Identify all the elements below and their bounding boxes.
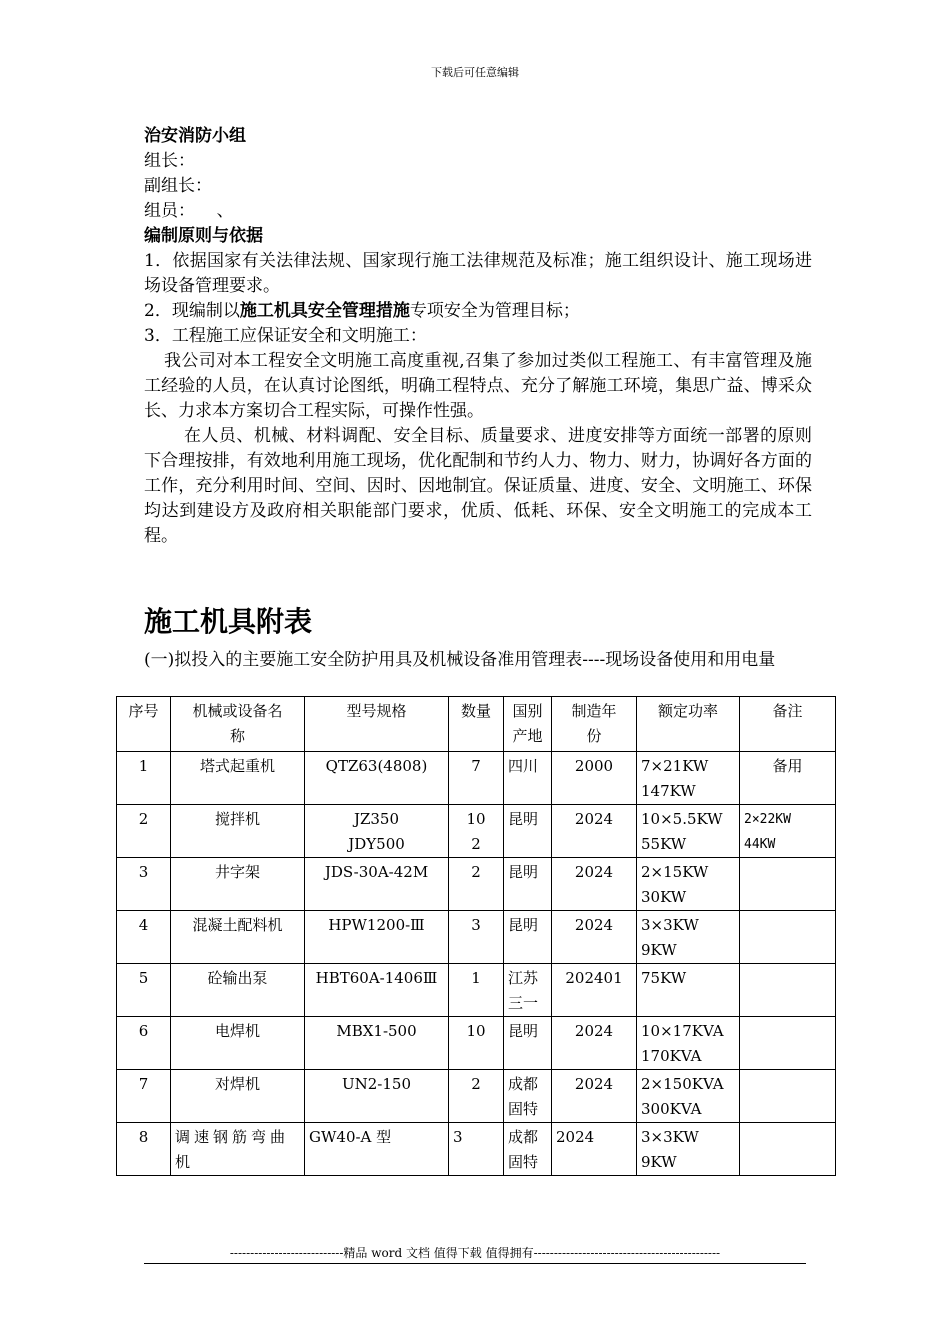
cell-qty-line: 10	[466, 810, 486, 828]
table-row	[117, 1017, 836, 1070]
cell-remark-line: 44KW	[744, 837, 776, 852]
table-header-row	[117, 697, 836, 752]
cell-model-line: UN2-150	[341, 1075, 411, 1093]
cell-year-line: 2024	[574, 863, 614, 881]
cell-origin-line: 成都	[508, 1075, 539, 1093]
cell-origin-line: 昆明	[508, 863, 539, 881]
cell-model-line: MBX1-500	[336, 1022, 417, 1040]
cell-origin-line: 昆明	[508, 810, 539, 828]
cell-model	[305, 1070, 449, 1123]
cell-name-line: 搅拌机	[214, 810, 260, 828]
team-members: 组员： 、	[144, 201, 234, 221]
cell-origin	[504, 1017, 552, 1070]
cell-model-line: QTZ63(4808)	[325, 757, 428, 775]
principle-item-3: 3．工程施工应保证安全和文明施工：	[144, 326, 427, 346]
cell-remark	[740, 858, 836, 911]
cell-no: 6	[117, 1017, 171, 1070]
table-row	[117, 911, 836, 964]
cell-power-line: 10×17KVA	[641, 1022, 724, 1040]
cell-origin	[504, 752, 552, 805]
cell-qty-line: 3	[471, 916, 481, 934]
table-row	[117, 964, 836, 1017]
cell-power-line: 3×3KW	[641, 916, 699, 934]
cell-qty-line: 7	[471, 757, 481, 775]
cell-year-line: 2024	[574, 810, 614, 828]
principle-paragraph-1: 我公司对本工程安全文明施工高度重视,召集了参加过类似工程施工、有丰富管理及施工经验的人员，在认真讨论图纸，明确工程特点、充分了解施工环境，集思广益、博采众长、力求本方案切合工程实际，可操作性强。	[144, 351, 812, 421]
header-qty: 数量	[449, 697, 504, 752]
cell-model-line: JDY500	[348, 835, 405, 853]
cell-origin-line: 成都	[508, 1128, 539, 1146]
cell-name-line: 砼输出泵	[207, 969, 268, 987]
team-title: 治安消防小组	[144, 126, 246, 146]
appendix-intro: (一)拟投入的主要施工安全防护用具及机械设备准用管理表----现场设备使用和用电量	[144, 650, 776, 670]
cell-no: 5	[117, 964, 171, 1017]
cell-power-line: 3×3KW	[641, 1128, 699, 1146]
cell-power	[637, 964, 740, 1017]
cell-remark	[740, 964, 836, 1017]
cell-model	[305, 805, 449, 858]
cell-year	[552, 911, 637, 964]
header-origin-line-2: 产地	[512, 727, 543, 745]
cell-no: 8	[117, 1123, 171, 1176]
header-no: 序号	[117, 697, 171, 752]
principle-item-1: 1．依据国家有关法律法规、国家现行施工法律规范及标准；施工组织设计、施工现场进场设备管理要求。	[144, 251, 812, 296]
page-footer: ----------------------------精品 word 文档 值得下载 值得拥有----------------------------------------------	[229, 1246, 721, 1260]
cell-qty	[449, 911, 504, 964]
cell-year-line: 2000	[574, 757, 614, 775]
cell-model	[305, 752, 449, 805]
cell-origin	[504, 858, 552, 911]
cell-remark	[740, 805, 836, 858]
cell-model-line: JDS-30A-42M	[324, 863, 429, 881]
cell-qty	[449, 964, 504, 1017]
cell-power	[637, 858, 740, 911]
cell-power	[637, 752, 740, 805]
header-year-line-1: 制造年	[571, 702, 617, 720]
cell-power-line: 9KW	[641, 941, 677, 959]
cell-name-line: 塔式起重机	[199, 757, 275, 775]
cell-qty-line: 2	[471, 863, 481, 881]
cell-model-line: HPW1200-Ⅲ	[328, 916, 425, 934]
cell-origin-line: 固特	[508, 1100, 539, 1118]
table-row	[117, 858, 836, 911]
cell-name-line: 电焊机	[214, 1022, 260, 1040]
cell-name	[171, 911, 305, 964]
cell-year-line: 2024	[556, 1128, 595, 1146]
cell-power-line: 300KVA	[641, 1100, 702, 1118]
cell-no: 2	[117, 805, 171, 858]
table-body	[117, 752, 836, 1176]
cell-year-line: 2024	[574, 1022, 614, 1040]
cell-year-line: 202401	[565, 969, 623, 987]
cell-no: 4	[117, 911, 171, 964]
cell-power-line: 55KW	[641, 835, 687, 853]
cell-year	[552, 805, 637, 858]
team-leader: 组长：	[144, 151, 195, 171]
cell-origin-line: 四川	[508, 757, 539, 775]
cell-power-line: 170KVA	[641, 1047, 702, 1065]
cell-qty-line: 3	[453, 1128, 463, 1146]
cell-qty	[449, 1070, 504, 1123]
cell-qty-line: 10	[466, 1022, 486, 1040]
principle-item-2	[144, 299, 812, 324]
principle-item-2-prefix: 2．现编制以	[144, 301, 240, 321]
cell-origin-line: 昆明	[508, 916, 539, 934]
header-year-line-2: 份	[586, 727, 602, 745]
cell-name	[171, 805, 305, 858]
cell-origin	[504, 805, 552, 858]
cell-model	[305, 911, 449, 964]
cell-no: 3	[117, 858, 171, 911]
cell-name	[171, 1070, 305, 1123]
cell-qty-line: 2	[471, 835, 481, 853]
table-row	[117, 1070, 836, 1123]
cell-name-line: 调速钢筋弯曲	[175, 1128, 290, 1146]
cell-qty-line: 1	[471, 969, 481, 987]
cell-name	[171, 1017, 305, 1070]
header-origin-line-1: 国别	[512, 702, 543, 720]
cell-remark-line: 备用	[772, 757, 803, 775]
cell-power-line: 75KW	[641, 969, 687, 987]
cell-name-line: 对焊机	[214, 1075, 260, 1093]
cell-remark-line: 2×22KW	[744, 812, 791, 827]
document-body	[144, 124, 812, 549]
principles-title: 编制原则与依据	[144, 226, 263, 246]
footer-divider	[144, 1263, 806, 1264]
cell-origin-line: 江苏	[508, 969, 539, 987]
cell-remark	[740, 752, 836, 805]
cell-model-line: JZ350	[353, 810, 400, 828]
cell-name-line: 机	[175, 1153, 195, 1171]
cell-remark	[740, 911, 836, 964]
cell-year-line: 2024	[574, 916, 614, 934]
header-name	[171, 697, 305, 752]
cell-name-line: 井字架	[214, 863, 260, 881]
cell-year	[552, 964, 637, 1017]
header-model: 型号规格	[305, 697, 449, 752]
cell-power-line: 30KW	[641, 888, 687, 906]
cell-no: 7	[117, 1070, 171, 1123]
cell-power-line: 10×5.5KW	[641, 810, 723, 828]
header-remark: 备注	[740, 697, 836, 752]
header-name-line-2: 称	[229, 727, 245, 745]
cell-year-line: 2024	[574, 1075, 614, 1093]
cell-origin	[504, 1123, 552, 1176]
table-row	[117, 1123, 836, 1176]
cell-no: 1	[117, 752, 171, 805]
cell-year	[552, 752, 637, 805]
cell-origin-line: 三一	[508, 994, 539, 1012]
header-year	[552, 697, 637, 752]
header-name-line-1: 机械或设备名	[192, 702, 283, 720]
header-power: 额定功率	[637, 697, 740, 752]
equipment-table	[116, 696, 836, 1176]
cell-remark	[740, 1017, 836, 1070]
cell-model	[305, 1017, 449, 1070]
cell-name	[171, 964, 305, 1017]
header-origin	[504, 697, 552, 752]
cell-power-line: 7×21KW	[641, 757, 709, 775]
cell-power	[637, 911, 740, 964]
cell-qty-line: 2	[471, 1075, 481, 1093]
cell-remark	[740, 1123, 836, 1176]
cell-origin	[504, 1070, 552, 1123]
cell-origin	[504, 911, 552, 964]
page-header: 下载后可任意编辑	[431, 66, 519, 79]
table-row	[117, 752, 836, 805]
cell-qty	[449, 805, 504, 858]
cell-model-line: HBT60A-1406Ⅲ	[315, 969, 438, 987]
cell-model-line: GW40-A 型	[309, 1128, 392, 1146]
cell-year	[552, 1123, 637, 1176]
cell-power	[637, 805, 740, 858]
cell-qty	[449, 1017, 504, 1070]
cell-name-line: 混凝土配料机	[192, 916, 283, 934]
cell-name	[171, 1123, 305, 1176]
cell-remark	[740, 1070, 836, 1123]
cell-name	[171, 752, 305, 805]
cell-origin	[504, 964, 552, 1017]
cell-power-line: 9KW	[641, 1153, 677, 1171]
cell-power-line: 147KW	[641, 782, 696, 800]
cell-qty	[449, 858, 504, 911]
team-deputy: 副组长：	[144, 176, 212, 196]
cell-qty	[449, 1123, 504, 1176]
cell-power-line: 2×150KVA	[641, 1075, 724, 1093]
cell-origin-line: 昆明	[508, 1022, 539, 1040]
principle-item-2-bold: 施工机具安全管理措施	[239, 301, 410, 321]
cell-power	[637, 1123, 740, 1176]
cell-power-line: 2×15KW	[641, 863, 709, 881]
cell-power	[637, 1070, 740, 1123]
cell-name	[171, 858, 305, 911]
cell-model	[305, 858, 449, 911]
cell-year	[552, 1017, 637, 1070]
cell-qty	[449, 752, 504, 805]
cell-year	[552, 1070, 637, 1123]
cell-origin-line: 固特	[508, 1153, 539, 1171]
table-row	[117, 805, 836, 858]
cell-power	[637, 1017, 740, 1070]
principle-item-2-suffix: 专项安全为管理目标；	[409, 301, 580, 321]
appendix-title: 施工机具附表	[144, 605, 313, 638]
cell-model	[305, 964, 449, 1017]
cell-model	[305, 1123, 449, 1176]
cell-year	[552, 858, 637, 911]
principle-paragraph-2: 在人员、机械、材料调配、安全目标、质量要求、进度安排等方面统一部署的原则下合理按排，有效地利用施工现场，优化配制和节约人力、物力、财力，协调好各方面的工作，充分利用时间、空间、因时、因地制宜。保证质量、进度、安全、文明施工、环保均达到建设方及政府相关职能部门要求，优质、低耗、环保、安全文明施工的完成本工程。	[144, 426, 812, 546]
